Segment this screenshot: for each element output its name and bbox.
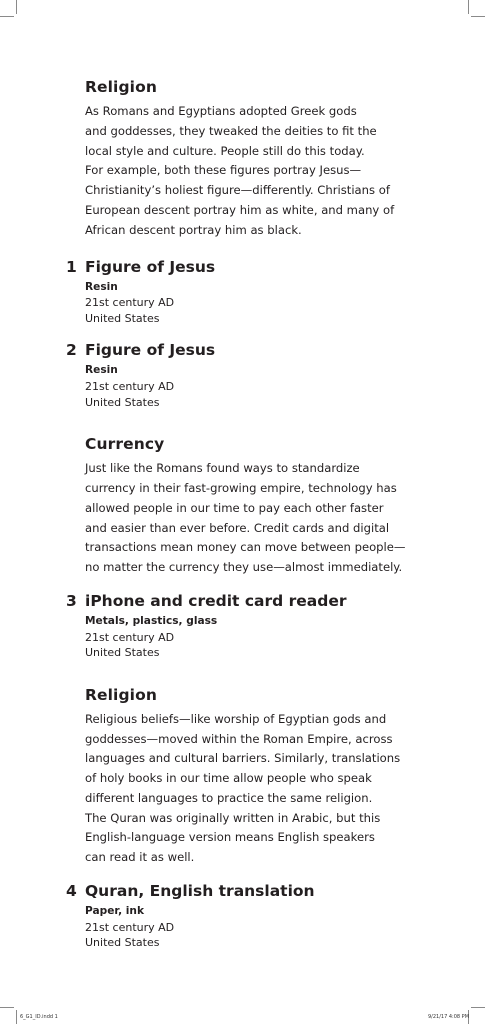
crop-mark [468, 0, 469, 14]
object-place: United States [85, 646, 160, 660]
object-title: Quran, English translation [85, 882, 315, 901]
body-line: currency in their fast-growing empire, technology has [85, 480, 397, 495]
body-line: no matter the currency they use—almost immediately. [85, 560, 403, 575]
object-title: Figure of Jesus [85, 257, 216, 276]
body-line: English-language version means English speakers [85, 830, 375, 845]
body-line: African descent portray him as black. [85, 222, 302, 237]
object-material: Resin [85, 364, 118, 377]
slug-timestamp: 9/21/17 4:08 PM [428, 1014, 470, 1020]
body-line: transactions mean money can move between people— [85, 540, 406, 555]
section-title: Religion [85, 78, 157, 96]
body-line: For example, both these figures portray Jesus— [85, 163, 362, 178]
crop-mark [471, 16, 485, 17]
section-currency [85, 435, 415, 578]
object-details [85, 614, 415, 661]
object-material: Resin [85, 280, 118, 293]
body-line: Just like the Romans found ways to standardize [85, 461, 360, 476]
body-line: languages and cultural barriers. Similarly, translations [85, 751, 401, 766]
section-religion [85, 686, 415, 868]
body-line: As Romans and Egyptians adopted Greek gods [85, 104, 357, 118]
crop-mark [0, 1007, 14, 1008]
section-body [85, 102, 415, 241]
slug-filename: 6_G1_ID.indd 1 [20, 1014, 58, 1020]
body-line: European descent portray him as white, and many of [85, 202, 395, 217]
body-line: and goddesses, they tweaked the deities to fit the [85, 123, 377, 138]
body-line: local style and culture. People still do this today. [85, 143, 365, 158]
object-number: 4 [66, 882, 77, 901]
object-material: Metals, plastics, glass [85, 614, 218, 627]
body-line: of holy books in our time allow people who speak [85, 771, 372, 786]
section-body [85, 459, 415, 578]
object-number: 2 [66, 341, 77, 360]
body-line: different languages to practice the same religion. [85, 790, 373, 805]
page-content [66, 78, 415, 951]
crop-mark [16, 0, 17, 14]
crop-mark [0, 16, 14, 17]
object-place: United States [85, 936, 160, 950]
body-line: goddesses—moved within the Roman Empire, across [85, 731, 393, 746]
object-entry [66, 591, 415, 661]
object-entry [66, 257, 415, 327]
object-title: Figure of Jesus [85, 341, 216, 360]
body-line: and easier than ever before. Credit cards and digital [85, 520, 390, 535]
section-body [85, 710, 415, 868]
object-details [85, 280, 415, 327]
object-entry [66, 882, 415, 951]
section-title: Religion [85, 685, 157, 704]
body-line: Christianity’s holiest figure—differently. Christians of [85, 183, 390, 198]
object-date: 21st century AD [85, 296, 175, 310]
section-religion [85, 78, 415, 241]
body-line: can read it as well. [85, 850, 195, 865]
object-title: iPhone and credit card reader [85, 591, 347, 610]
object-number: 3 [66, 591, 77, 610]
object-details [85, 363, 415, 410]
object-entry [66, 341, 415, 410]
object-number: 1 [66, 257, 77, 276]
object-date: 21st century AD [85, 630, 175, 644]
object-material: Paper, ink [85, 905, 144, 918]
body-line: allowed people in our time to pay each other faster [85, 500, 384, 515]
section-title: Currency [85, 435, 165, 454]
body-line: The Quran was originally written in Arabic, but this [85, 810, 381, 825]
object-place: United States [85, 311, 160, 325]
crop-mark [16, 1010, 17, 1024]
object-details [85, 904, 415, 951]
object-date: 21st century AD [85, 920, 175, 934]
object-place: United States [85, 395, 160, 409]
crop-mark [471, 1007, 485, 1008]
body-line: Religious beliefs—like worship of Egyptian gods and [85, 711, 387, 726]
object-date: 21st century AD [85, 379, 175, 393]
